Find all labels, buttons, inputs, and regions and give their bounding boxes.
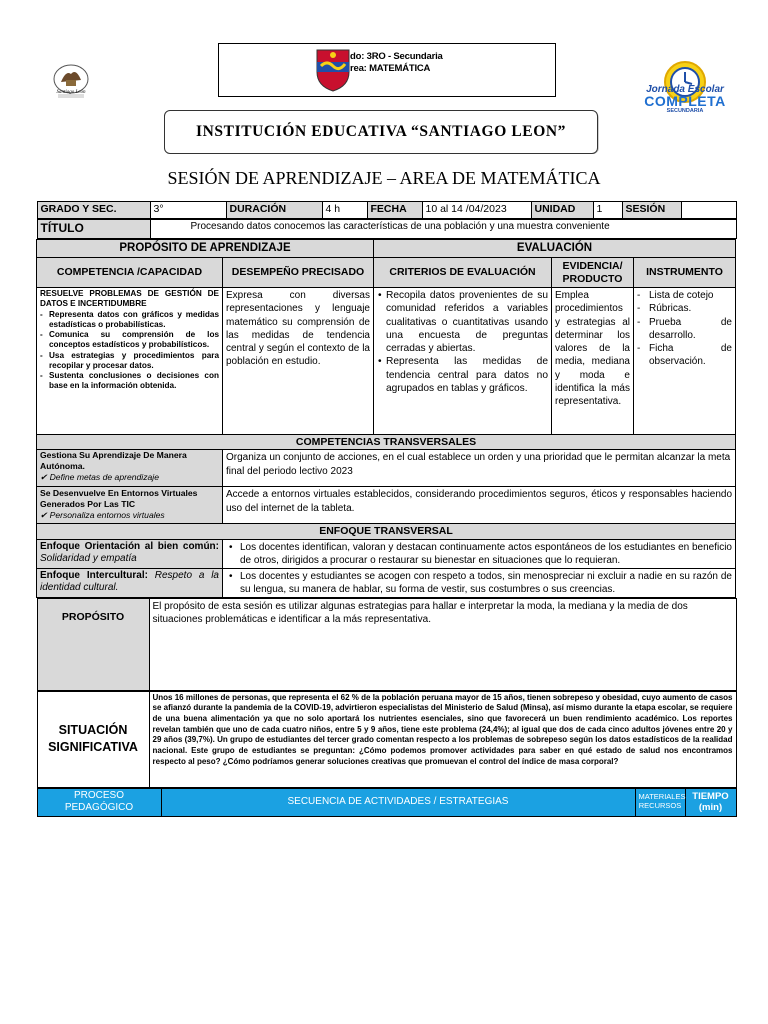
transversal-1-title: Gestiona Su Aprendizaje De Manera Autónoma. <box>40 450 187 472</box>
area-line: rea: MATEMÁTICA <box>350 63 431 74</box>
capacidad-item: - Sustenta conclusiones o decisiones con base en la información obtenida. <box>49 371 219 392</box>
proceso-header: PROCESO PEDAGÓGICO <box>37 788 161 816</box>
enfoque-2-desc-cell <box>223 568 736 597</box>
grado-value: 3° <box>150 202 226 219</box>
transversal-2-title: Se Desenvuelve En Entornos Virtuales Generados Por Las TIC <box>40 488 198 510</box>
sesion-value <box>681 202 736 219</box>
evidencia-text: Emplea procedimientos y estrategias al determinar los valores de la media, mediana y moda e identifica la más representativa. <box>552 288 634 435</box>
proposito-label: PROPÓSITO <box>37 598 149 690</box>
capacidad-item: - Usa estrategias y procedimientos para recopilar y procesar datos. <box>49 351 219 372</box>
instrumento-item: - Prueba de desarrollo. <box>649 316 732 343</box>
situacion-label: SITUACIÓN SIGNIFICATIVA <box>37 691 149 787</box>
jornada-escolar-logo <box>636 60 734 116</box>
criterios-cell <box>374 288 552 435</box>
enfoque-1-desc-cell <box>223 539 736 568</box>
instrumento-cell <box>634 288 736 435</box>
instrumento-item: - Lista de cotejo <box>649 289 732 302</box>
transversal-2-cell <box>37 487 223 524</box>
evidencia-header: EVIDENCIA/ PRODUCTO <box>552 258 634 288</box>
proposito-aprendizaje-header: PROPÓSITO DE APRENDIZAJE <box>37 240 374 258</box>
jornada-logo-line1: Jornada Escolar <box>646 84 724 95</box>
instrumento-header: INSTRUMENTO <box>634 258 736 288</box>
secuencia-header: SECUENCIA DE ACTIVIDADES / ESTRATEGIAS <box>161 788 635 816</box>
criterios-header: CRITERIOS DE EVALUACIÓN <box>374 258 552 288</box>
transversales-header: COMPETENCIAS TRANSVERSALES <box>37 435 736 450</box>
transversal-1-desc: Organiza un conjunto de acciones, en el cual establece un orden y una prioridad que le permitan alcanzar la meta final del periodo lectivo 2023 <box>223 450 736 487</box>
enfoque-1-cell <box>37 539 223 568</box>
situacion-text: Unos 16 millones de personas, que representa el 62 % de la población peruana mayor de 15 años, tienen sobrepeso y obesidad, cuyo aumento de casos se afianzó durante la pandemia de la COVID-19, advirtieron especialistas del Ministerio de Salud (Minsa), así mismo durante la etapa escolar, se requiere de una buena alimentación ya que no solo aportará los nutrientes esenciales, sino que favorecerá un buen rendimiento académico. Los reportes revelan también que uno de cada cuatro niños, entre 5 y 9 años, tiene este problema (24,4%); al igual que dos de cada cinco adultos jóvenes entre 20 y 29 años (39,7%). Un grupo de estudiantes del tercer grado comentan respecto a los problemas de sobrepeso según los datos estadísticos de la realidad nacional. Este grupo de estudiantes se preguntan: ¿Cómo podemos promover actividades para saber en qué estado de salud nos encontramos respecto al peso? ¿Cómo podríamos generar soluciones creativas que promuevan el control del índice de masa corporal? <box>149 691 736 787</box>
transversal-1-check: ✔ Define metas de aprendizaje <box>40 472 159 483</box>
enfoque-2-desc: • Los docentes y estudiantes se acogen con respeto a todos, sin menospreciar ni excluir a nadie en su razón de su lengua, su manera de hablar, su forma de vestir, sus costumbres o sus creencias. <box>240 570 732 596</box>
enfoque-1-value: Solidaridad y empatía <box>40 553 137 565</box>
proposito-text: El propósito de esta sesión es utilizar algunas estrategias para hallar e interpretar la moda, la mediana y la media de dos situaciones problemáticas e identificar a la más representativa. <box>149 598 736 690</box>
enfoque-2-cell <box>37 568 223 597</box>
capacidad-item: - Representa datos con gráficos y medidas estadísticas o probabilísticas. <box>49 310 219 331</box>
desempeno-text: Expresa con diversas representaciones y lenguaje matemático su comprensión de las medidas de tendencia central y según el contexto de la población en estudio. <box>223 288 374 435</box>
left-logo-text: Santiago León <box>56 90 86 95</box>
competencia-cell <box>37 288 223 435</box>
instrumento-item: - Ficha de observación. <box>649 342 732 369</box>
page-title: SESIÓN DE APRENDIZAJE – AREA DE MATEMÁTICA <box>167 168 601 188</box>
transversal-1-cell <box>37 450 223 487</box>
school-crest-left <box>46 62 96 104</box>
evaluacion-header: EVALUACIÓN <box>374 240 736 258</box>
instrumento-item: - Rúbricas. <box>649 302 732 315</box>
transversal-2-check: ✔ Personaliza entornos virtuales <box>40 510 165 521</box>
grado-label: GRADO Y SEC. <box>37 202 150 219</box>
unidad-value: 1 <box>593 202 622 219</box>
competencia-title: RESUELVE PROBLEMAS DE GESTIÓN DE DATOS E INCERTIDUMBRE <box>40 289 219 309</box>
fecha-label: FECHA <box>367 202 422 219</box>
header-crest <box>313 46 353 92</box>
transversal-2-desc: Accede a entornos virtuales establecidos, considerando procedimientos seguros, éticos y responsables haciendo uso del internet de la tableta. <box>223 487 736 524</box>
desempeno-header: DESEMPEÑO PRECISADO <box>223 258 374 288</box>
materiales-header: MATERIALES RECURSOS <box>635 788 685 816</box>
enfoque-1-label: Enfoque Orientación al bien común: <box>40 540 219 552</box>
duracion-label: DURACIÓN <box>226 202 322 219</box>
duracion-value: 4 h <box>322 202 367 219</box>
jornada-logo-line2: COMPLETA <box>644 93 726 109</box>
session-table <box>36 201 735 817</box>
unidad-label: UNIDAD <box>531 202 593 219</box>
fecha-value: 10 al 14 /04/2023 <box>422 202 531 219</box>
institution-name: INSTITUCIÓN EDUCATIVA “SANTIAGO LEON” <box>164 110 598 154</box>
sesion-label: SESIÓN <box>622 202 681 219</box>
enfoque-header: ENFOQUE TRANSVERSAL <box>37 524 736 539</box>
header-info-box <box>218 43 556 97</box>
competencia-header: COMPETENCIA /CAPACIDAD <box>37 258 223 288</box>
grado-line: do: 3RO - Secundaria <box>350 51 443 62</box>
enfoque-2-label: Enfoque Intercultural: <box>40 569 148 581</box>
titulo-label: TÍTULO <box>37 220 150 239</box>
enfoque-1-desc: • Los docentes identifican, valoran y destacan continuamente actos espontáneos de los estudiantes en beneficio de otros, dirigidos a procurar o restaurar su bienestar en situaciones que lo requieran. <box>240 541 732 567</box>
titulo-value: Procesando datos conocemos las características de una población y una muestra conveniente <box>150 220 736 239</box>
enfoque-2-value: Respeto a la identidad cultural. <box>40 569 219 594</box>
capacidad-item: - Comunica su comprensión de los conceptos estadísticos y probabilísticos. <box>49 330 219 351</box>
tiempo-header: TIEMPO (min) <box>685 788 736 816</box>
jornada-logo-line3: SECUNDARIA <box>666 108 704 114</box>
criterio-item: • Representa las medidas de tendencia central para datos no agrupados en tablas y gráficos. <box>386 355 548 395</box>
criterio-item: • Recopila datos provenientes de su comunidad referidos a variables cualitativas o cuantitativas usando una encuesta de preguntas cerradas y abiertas. <box>386 289 548 355</box>
